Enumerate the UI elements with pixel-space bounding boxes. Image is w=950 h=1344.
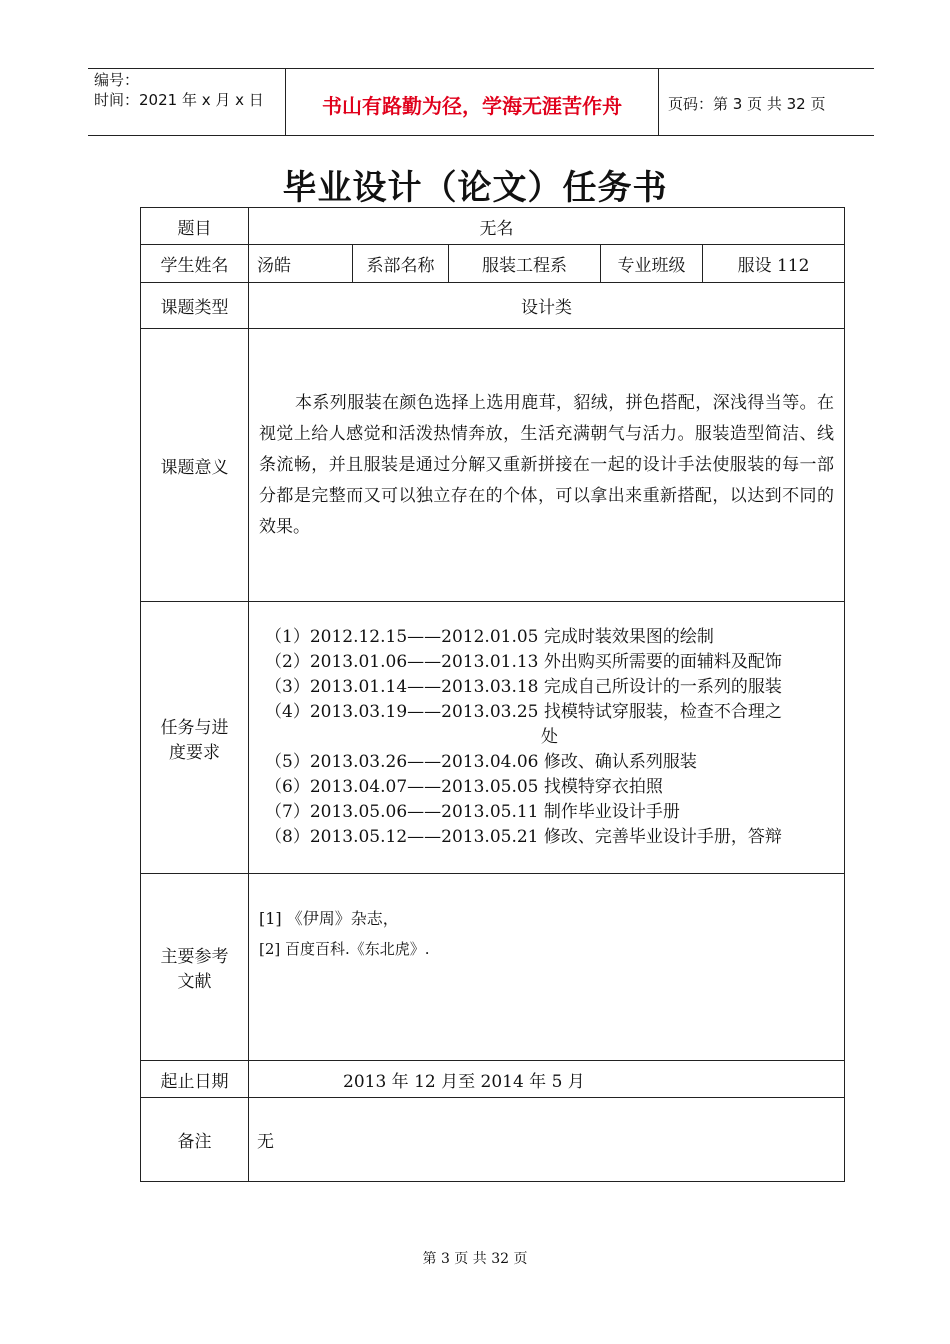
notes-value: 无 xyxy=(249,1098,845,1182)
meaning-cell xyxy=(249,329,845,602)
dept-value: 服装工程系 xyxy=(449,245,601,283)
student-label: 学生姓名 xyxy=(141,245,249,283)
refs-label-line-2: 文献 xyxy=(177,972,212,992)
tasks-label-line-2: 度要求 xyxy=(169,742,220,763)
ref-item: [1] 《伊周》杂志， xyxy=(259,909,399,928)
tasks-cell xyxy=(249,602,845,874)
refs-label xyxy=(141,874,249,1061)
page-indicator: 页码：第 3 页 共 32 页 xyxy=(668,95,826,113)
task-form-table xyxy=(140,207,845,1182)
task-item: （4）2013.03.19——2013.03.25 找模特试穿服装，检查不合理之 xyxy=(265,702,782,722)
task-item: （1）2012.12.15——2012.01.05 完成时装效果图的绘制 xyxy=(265,627,714,647)
dept-label: 系部名称 xyxy=(353,245,449,283)
row-meaning xyxy=(141,329,845,602)
row-tasks xyxy=(141,602,845,874)
topic-label: 题目 xyxy=(141,208,249,245)
row-student xyxy=(141,245,845,283)
notes-label: 备注 xyxy=(141,1098,249,1182)
tasks-label xyxy=(141,602,249,874)
time-label: 时间：2021 年 x 月 x 日 xyxy=(94,91,264,109)
motto: 书山有路勤为径，学海无涯苦作舟 xyxy=(322,94,622,118)
task-item: （5）2013.03.26——2013.04.06 修改、确认系列服装 xyxy=(265,752,697,772)
type-label: 课题类型 xyxy=(141,283,249,329)
page-footer: 第 3 页 共 32 页 xyxy=(422,1251,528,1267)
refs-list xyxy=(249,874,844,964)
header-bottom-rule xyxy=(88,135,874,136)
task-item-continuation: 处 xyxy=(541,727,558,747)
ref-item: [2] 百度百科.《东北虎》. xyxy=(259,940,430,958)
row-type xyxy=(141,283,845,329)
task-item: （8）2013.05.12——2013.05.21 修改、完善毕业设计手册，答辩 xyxy=(265,827,782,847)
meaning-label: 课题意义 xyxy=(141,329,249,602)
row-refs xyxy=(141,874,845,1061)
task-item: （6）2013.04.07——2013.05.05 找模特穿衣拍照 xyxy=(265,777,663,797)
task-item: （7）2013.05.06——2013.05.11 制作毕业设计手册 xyxy=(265,802,680,822)
row-dates xyxy=(141,1061,845,1098)
refs-cell xyxy=(249,874,845,1061)
meaning-text: 本系列服装在颜色选择上选用鹿茸，貂绒，拼色搭配，深浅得当等。在视觉上给人感觉和活泼热情奔放，生活充满朝气与活力。服装造型简洁、线条流畅，并且服装是通过分解又重新拼接在一起的设计手法使服装的每一部分都是完整而又可以独立存在的个体，可以拿出来重新搭配，以达到不同的效果。 xyxy=(259,392,834,537)
number-label: 编号： xyxy=(94,71,140,89)
topic-value: 无名 xyxy=(249,208,845,245)
document-title: 毕业设计（论文）任务书 xyxy=(282,168,668,208)
student-value: 汤皓 xyxy=(249,245,353,283)
task-item: （3）2013.01.14——2013.03.18 完成自己所设计的一系列的服装 xyxy=(265,677,782,697)
header-divider-right xyxy=(658,69,659,136)
task-item: （2）2013.01.06——2013.01.13 外出购买所需要的面辅料及配饰 xyxy=(265,652,782,672)
header-meta xyxy=(94,70,264,110)
header-top-rule xyxy=(88,68,874,69)
tasks-label-line-1: 任务与进 xyxy=(160,717,229,738)
dates-label: 起止日期 xyxy=(141,1061,249,1098)
class-value: 服设 112 xyxy=(703,245,845,283)
row-topic xyxy=(141,208,845,245)
type-value: 设计类 xyxy=(249,283,845,329)
class-label: 专业班级 xyxy=(601,245,703,283)
task-list xyxy=(249,625,844,850)
refs-label-line-1: 主要参考 xyxy=(160,947,229,967)
row-notes xyxy=(141,1098,845,1182)
dates-value: 2013 年 12 月至 2014 年 5 月 xyxy=(249,1061,845,1098)
